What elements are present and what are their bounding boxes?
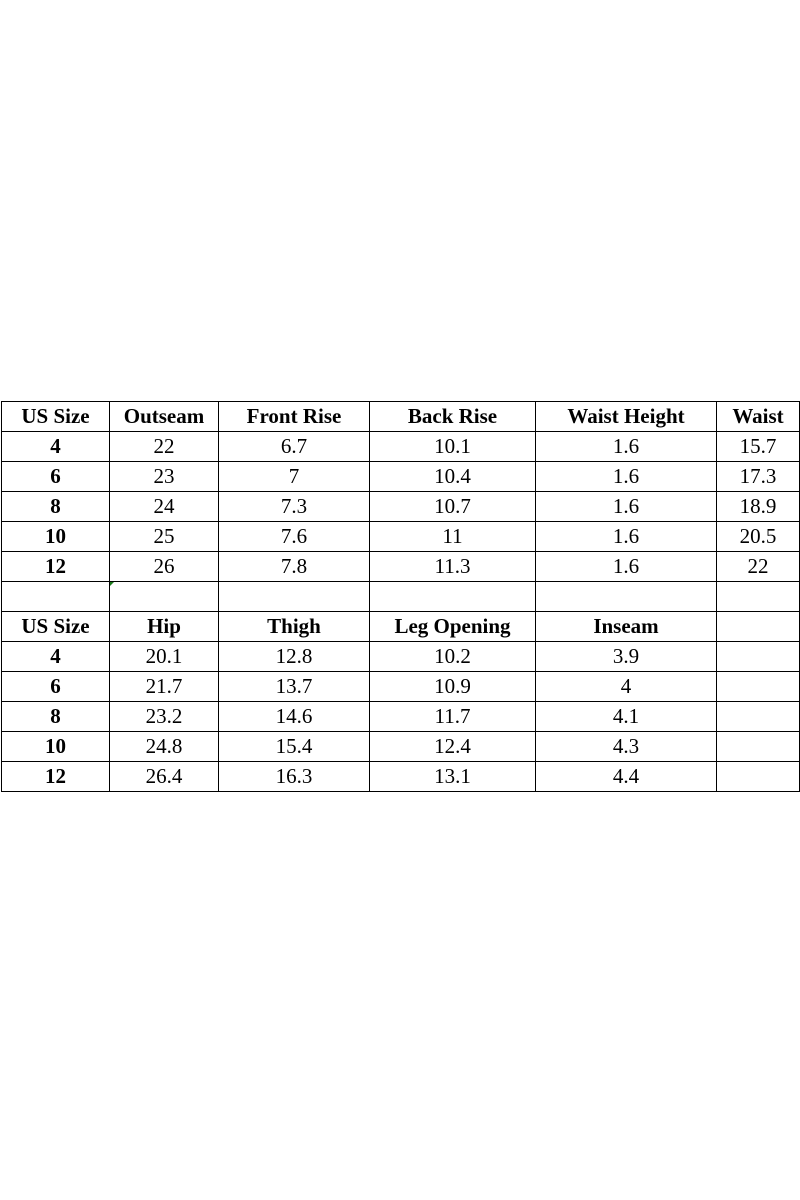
waist-cell: 20.5 [717,522,800,552]
empty-cell [717,642,800,672]
thigh-cell: 15.4 [219,732,370,762]
empty-cell [536,582,717,612]
leg-opening-cell: 10.9 [370,672,536,702]
thigh-cell: 14.6 [219,702,370,732]
size-cell: 10 [2,732,110,762]
table-row [2,732,800,762]
waist-cell: 15.7 [717,432,800,462]
header-inseam: Inseam [536,612,717,642]
header-hip: Hip [110,612,219,642]
waist-height-cell: 1.6 [536,552,717,582]
outseam-cell: 24 [110,492,219,522]
empty-cell [110,582,219,612]
front-rise-cell: 6.7 [219,432,370,462]
header-us-size: US Size [2,402,110,432]
waist-height-cell: 1.6 [536,492,717,522]
leg-opening-cell: 11.7 [370,702,536,732]
header-front-rise: Front Rise [219,402,370,432]
front-rise-cell: 7 [219,462,370,492]
waist-cell: 17.3 [717,462,800,492]
size-chart-table [1,401,800,792]
back-rise-cell: 11.3 [370,552,536,582]
table1-header-row [2,402,800,432]
empty-cell [717,672,800,702]
inseam-cell: 4.4 [536,762,717,792]
waist-height-cell: 1.6 [536,522,717,552]
thigh-cell: 16.3 [219,762,370,792]
size-cell: 10 [2,522,110,552]
empty-cell [370,582,536,612]
hip-cell: 24.8 [110,732,219,762]
thigh-cell: 13.7 [219,672,370,702]
outseam-cell: 23 [110,462,219,492]
size-cell: 6 [2,672,110,702]
back-rise-cell: 10.1 [370,432,536,462]
inseam-cell: 4 [536,672,717,702]
empty-cell [717,582,800,612]
back-rise-cell: 11 [370,522,536,552]
table-row [2,702,800,732]
header-us-size: US Size [2,612,110,642]
leg-opening-cell: 13.1 [370,762,536,792]
table-row [2,672,800,702]
size-cell: 8 [2,702,110,732]
header-outseam: Outseam [110,402,219,432]
empty-cell [717,732,800,762]
back-rise-cell: 10.4 [370,462,536,492]
header-waist-height: Waist Height [536,402,717,432]
leg-opening-cell: 12.4 [370,732,536,762]
empty-cell [717,702,800,732]
empty-cell [2,582,110,612]
hip-cell: 26.4 [110,762,219,792]
hip-cell: 21.7 [110,672,219,702]
front-rise-cell: 7.8 [219,552,370,582]
empty-cell [717,762,800,792]
waist-height-cell: 1.6 [536,432,717,462]
empty-cell [717,612,800,642]
table-row [2,462,800,492]
header-waist: Waist [717,402,800,432]
outseam-cell: 25 [110,522,219,552]
header-leg-opening: Leg Opening [370,612,536,642]
comment-marker-icon [110,582,116,588]
table-row [2,432,800,462]
front-rise-cell: 7.3 [219,492,370,522]
table-row [2,492,800,522]
spacer-row [2,582,800,612]
front-rise-cell: 7.6 [219,522,370,552]
empty-cell [219,582,370,612]
waist-cell: 22 [717,552,800,582]
table-row [2,522,800,552]
size-cell: 12 [2,552,110,582]
leg-opening-cell: 10.2 [370,642,536,672]
inseam-cell: 4.1 [536,702,717,732]
waist-cell: 18.9 [717,492,800,522]
hip-cell: 20.1 [110,642,219,672]
thigh-cell: 12.8 [219,642,370,672]
size-cell: 4 [2,432,110,462]
header-thigh: Thigh [219,612,370,642]
inseam-cell: 4.3 [536,732,717,762]
inseam-cell: 3.9 [536,642,717,672]
size-cell: 8 [2,492,110,522]
table2-header-row [2,612,800,642]
size-cell: 4 [2,642,110,672]
size-cell: 6 [2,462,110,492]
hip-cell: 23.2 [110,702,219,732]
waist-height-cell: 1.6 [536,462,717,492]
header-back-rise: Back Rise [370,402,536,432]
table-row [2,642,800,672]
back-rise-cell: 10.7 [370,492,536,522]
size-cell: 12 [2,762,110,792]
table-row [2,552,800,582]
outseam-cell: 26 [110,552,219,582]
outseam-cell: 22 [110,432,219,462]
table-row [2,762,800,792]
